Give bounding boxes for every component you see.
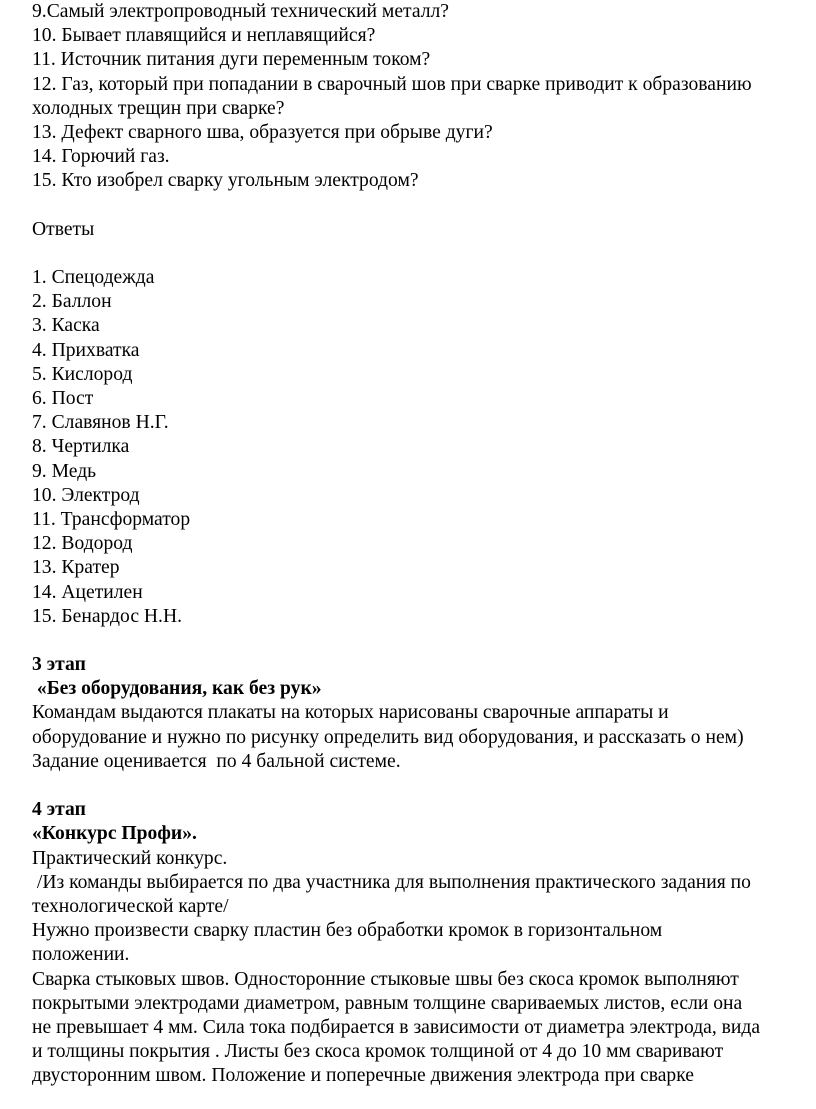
stage-4-text-line: и толщины покрытия . Листы без скоса кромок толщиной от 4 до 10 мм сваривают: [32, 1041, 724, 1063]
stage-4-text-line: технологической карте/: [32, 895, 229, 917]
answer-item: 10. Электрод: [32, 484, 140, 506]
stage-4-text-line: двусторонним швом. Положение и поперечные движения электрода при сварке: [32, 1065, 694, 1087]
spacer: [32, 194, 812, 218]
question-item: 11. Источник питания дуги переменным током?: [32, 49, 431, 71]
question-item: 15. Кто изобрел сварку угольным электродом?: [32, 170, 419, 192]
answer-item: 13. Кратер: [32, 557, 120, 579]
stage-4-text-line: Сварка стыковых швов. Односторонние стыковые швы без скоса кромок выполняют: [32, 968, 739, 990]
answer-item: 3. Каска: [32, 315, 100, 337]
answer-item: 9. Медь: [32, 460, 97, 482]
answer-item: 2. Баллон: [32, 291, 112, 313]
answer-item: 1. Спецодежда: [32, 267, 155, 289]
answer-item: 14. Ацетилен: [32, 581, 143, 603]
spacer: [32, 242, 812, 266]
questions-list: [32, 0, 812, 194]
answer-item: 12. Водород: [32, 533, 133, 555]
stage-4-heading: 4 этап: [32, 799, 86, 821]
answers-list: [32, 266, 812, 629]
stage-4-text-line: /Из команды выбирается по два участника для выполнения практического задания по: [32, 871, 751, 893]
document-page: [32, 0, 812, 1088]
stage-4-section: [32, 798, 812, 1088]
stage-4-text-line: положении.: [32, 944, 130, 966]
answer-item: 11. Трансформатор: [32, 508, 191, 530]
spacer: [32, 629, 812, 653]
stage-4-text-line: Нужно произвести сварку пластин без обработки кромок в горизонтальном: [32, 920, 663, 942]
stage-3-text-line: оборудование и нужно по рисунку определить вид оборудования, и рассказать о нем): [32, 726, 744, 748]
stage-3-section: [32, 653, 812, 774]
answer-item: 5. Кислород: [32, 363, 133, 385]
question-item: 14. Горючий газ.: [32, 146, 170, 168]
stage-3-title: «Без оборудования, как без рук»: [32, 678, 322, 700]
stage-3-text-line: Командам выдаются плакаты на которых нарисованы сварочные аппараты и: [32, 702, 669, 724]
answers-heading: Ответы: [32, 218, 95, 240]
stage-4-text-line: Практический конкурс.: [32, 847, 228, 869]
stage-4-text-line: не превышает 4 мм. Сила тока подбирается в зависимости от диаметра электрода, вида: [32, 1016, 761, 1038]
answer-item: 8. Чертилка: [32, 436, 130, 458]
stage-3-heading: 3 этап: [32, 654, 86, 676]
answer-item: 7. Славянов Н.Г.: [32, 412, 169, 434]
question-item-continuation: холодных трещин при сварке?: [32, 97, 285, 119]
stage-4-text-line: покрытыми электродами диаметром, равным толщине свариваемых листов, если она: [32, 992, 743, 1014]
stage-4-title: «Конкурс Профи».: [32, 823, 197, 845]
question-item: 13. Дефект сварного шва, образуется при обрыве дуги?: [32, 121, 493, 143]
stage-3-text-line: Задание оценивается по 4 бальной системе.: [32, 750, 401, 772]
question-item: 9.Самый электропроводный технический металл?: [32, 1, 449, 22]
answer-item: 6. Пост: [32, 388, 94, 409]
question-item: 10. Бывает плавящийся и неплавящийся?: [32, 25, 376, 47]
answer-item: 15. Бенардос Н.Н.: [32, 605, 183, 627]
question-item: 12. Газ, который при попадании в сварочный шов при сварке приводит к образованию: [32, 73, 752, 95]
spacer: [32, 774, 812, 798]
answer-item: 4. Прихватка: [32, 339, 140, 361]
